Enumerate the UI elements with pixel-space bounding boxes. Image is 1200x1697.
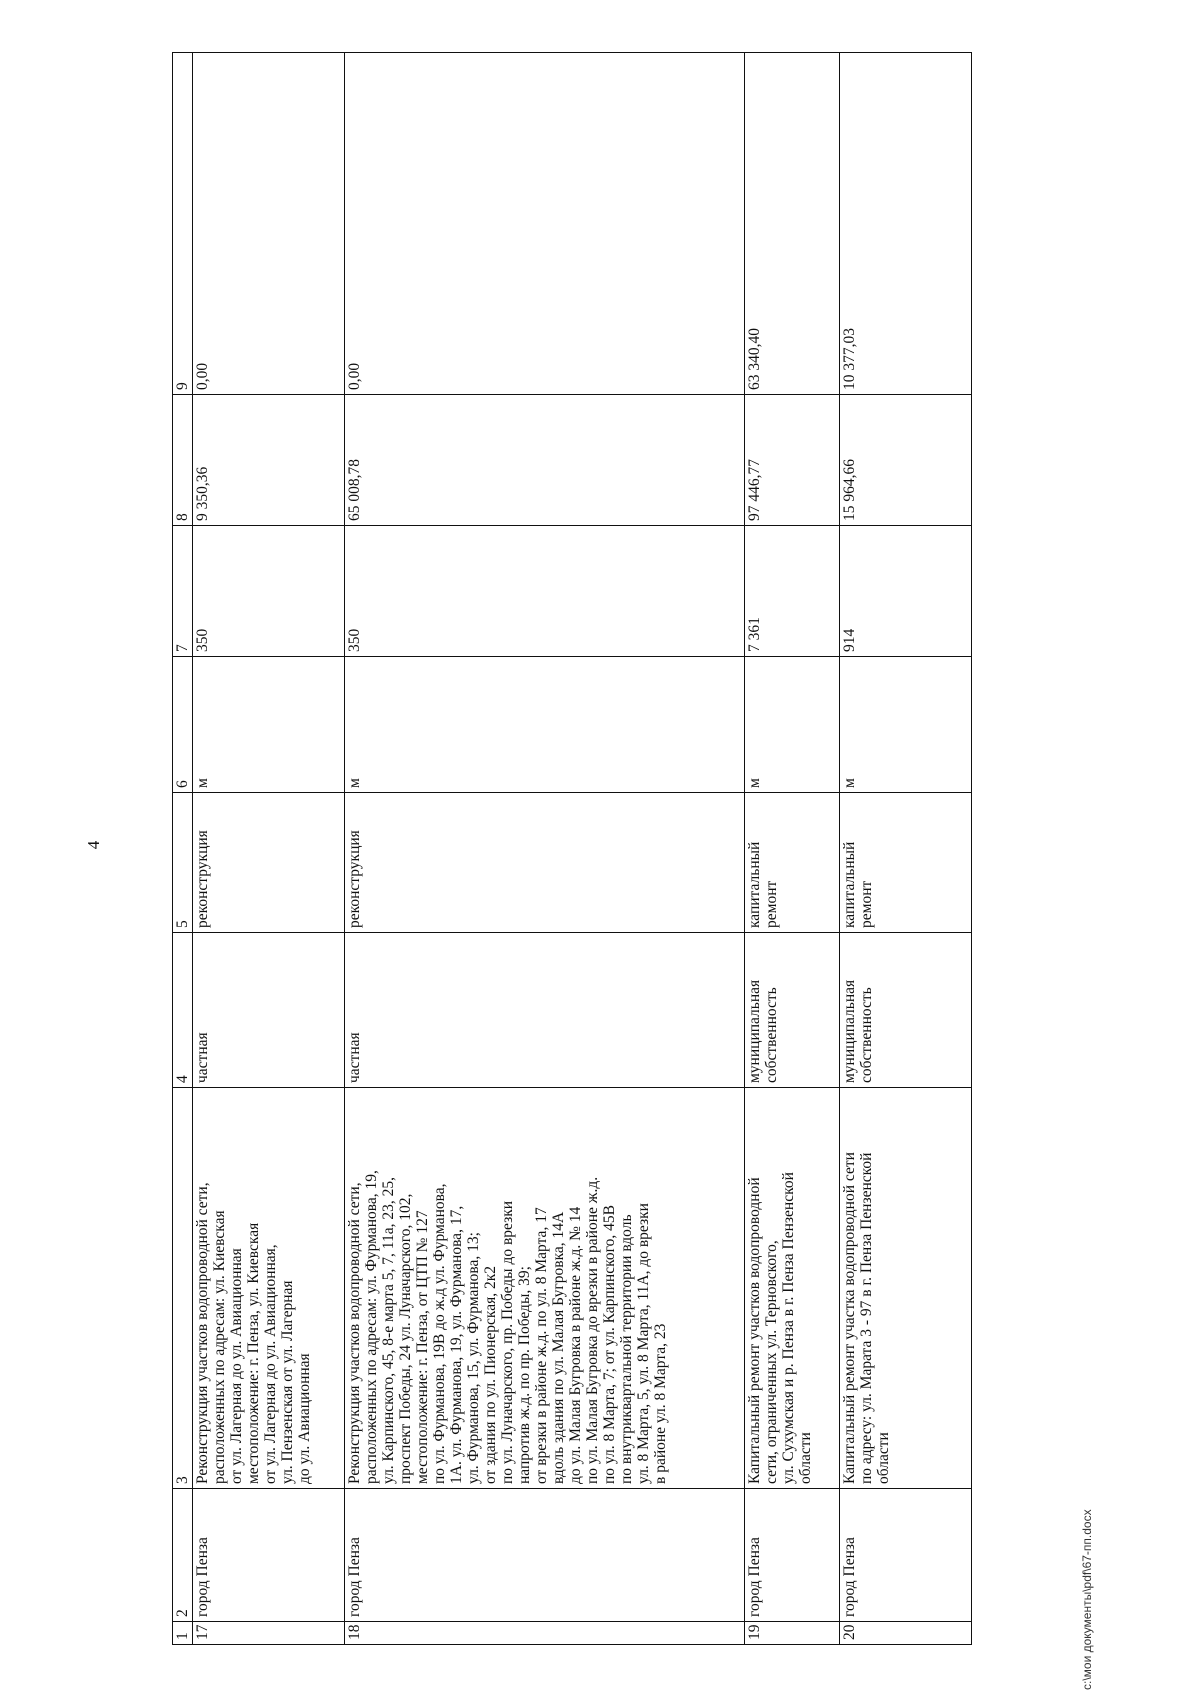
table-row [193, 53, 345, 1645]
table-row [840, 53, 972, 1645]
row-length: 350 [345, 526, 745, 657]
row-work-type: капитальный ремонт [840, 793, 972, 933]
row-number: 19 [745, 1622, 840, 1645]
row-ownership: муниципальная собственность [840, 933, 972, 1088]
row-length: 914 [840, 526, 972, 657]
header-col-6: 6 [173, 657, 193, 793]
header-col-4: 4 [173, 933, 193, 1088]
investment-table-rotated [172, 53, 972, 1645]
row-length: 7 361 [745, 526, 840, 657]
row-ownership: муниципальная собственность [745, 933, 840, 1088]
row-work-type: капитальный ремонт [745, 793, 840, 933]
row-unit: м [193, 657, 345, 793]
row-ownership: частная [193, 933, 345, 1088]
header-col-5: 5 [173, 793, 193, 933]
row-col9: 10 377,03 [840, 53, 972, 395]
header-col-9: 9 [173, 53, 193, 395]
row-unit: м [745, 657, 840, 793]
row-number: 18 [345, 1622, 745, 1645]
table-row [745, 53, 840, 1645]
header-col-1: 1 [173, 1622, 193, 1645]
row-place: город Пенза [840, 1489, 972, 1622]
row-place: город Пенза [745, 1489, 840, 1622]
row-description: Реконструкция участков водопроводной сети, расположенных по адресам: ул. Фурманова, 19, ул. Карпинского, 45, 8-е марта 5, 7, 11а, 23, 25, проспект Победы, 24 ул. Луначарского, 102, местоположение: г. Пенза, от ЦТП № 127 по ул. Фурманова, 19В до ж.д ул. Фурманова, 1А. ул. Фурманова, 19, ул. Фурманова, 17, ул. Фурманова, 15, ул. Фурманова, 13; от здания по ул. Пионерская, 2к2 по ул. Луначарского, пр. Победы до врезки напротив ж.д. по пр. Победы, 39; от врезки в районе ж.д. по ул. 8 Марта, 17 вдоль здания по ул. Малая Бугровка, 14А до ул. Малая Бугровка в районе ж.д. № 14 по ул. Малая Бугровка до врезки в районе ж.д. по ул. 8 Марта, 7; от ул. Карпинского, 45В по внутриквартальной территории вдоль ул. 8 Марта, 5, ул. 8 Марта, 11А, до врезки в районе ул. 8 Марта, 23 [345, 1088, 745, 1489]
header-col-2: 2 [173, 1489, 193, 1622]
investment-table [172, 52, 972, 1645]
header-col-3: 3 [173, 1088, 193, 1489]
page-number: 4 [84, 840, 103, 850]
row-amount: 97 446,77 [745, 395, 840, 526]
row-place: город Пенза [345, 1489, 745, 1622]
row-description: Реконструкция участков водопроводной сети, расположенных по адресам: ул. Киевская от ул. Лагерная до ул. Авиационная местоположение: г. Пенза, ул. Киевская от ул. Лагерная до ул. Авиационная, ул. Пензенская от ул. Лагерная до ул. Авиационная [193, 1088, 345, 1489]
row-number: 17 [193, 1622, 345, 1645]
row-description: Капитальный ремонт участков водопроводной сети, ограниченных ул. Терновского, ул. Сухумская и р. Пенза в г. Пенза Пензенской области [745, 1088, 840, 1489]
row-place: город Пенза [193, 1489, 345, 1622]
row-amount: 15 964,66 [840, 395, 972, 526]
header-row [173, 53, 193, 1645]
row-work-type: реконструкция [345, 793, 745, 933]
header-col-8: 8 [173, 395, 193, 526]
row-work-type: реконструкция [193, 793, 345, 933]
row-number: 20 [840, 1622, 972, 1645]
row-amount: 9 350,36 [193, 395, 345, 526]
row-col9: 63 340,40 [745, 53, 840, 395]
row-col9: 0,00 [193, 53, 345, 395]
row-ownership: частная [345, 933, 745, 1088]
row-unit: м [345, 657, 745, 793]
row-col9: 0,00 [345, 53, 745, 395]
footer-file-path: c:\мои документы\pdf\67-пп.docx [1080, 1509, 1094, 1690]
row-length: 350 [193, 526, 345, 657]
row-description: Капитальный ремонт участка водопроводной сети по адресу: ул. Марата 3 - 97 в г. Пенза Пензенской области [840, 1088, 972, 1489]
table-row [345, 53, 745, 1645]
row-amount: 65 008,78 [345, 395, 745, 526]
row-unit: м [840, 657, 972, 793]
header-col-7: 7 [173, 526, 193, 657]
